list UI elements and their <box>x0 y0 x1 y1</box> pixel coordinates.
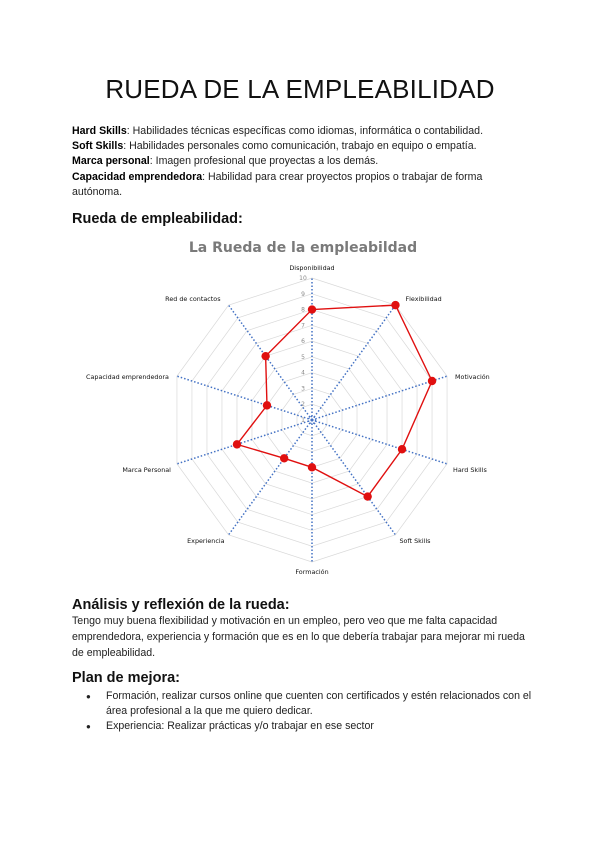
definition-hard-skills <box>72 124 512 139</box>
category-label: Soft Skills <box>399 536 431 545</box>
tick-label: 5 <box>301 353 305 361</box>
category-label: Red de contactos <box>165 295 221 304</box>
plan-item: ● Experiencia: Realizar prácticas y/o trabajar en ese sector <box>86 719 536 734</box>
category-label: Formación <box>295 568 329 576</box>
category-label: Capacidad emprendedora <box>86 373 169 382</box>
radar-ticks <box>299 275 307 424</box>
axis-line <box>177 376 312 420</box>
page-title: RUEDA DE LA EMPLEABILIDAD <box>105 74 495 104</box>
definition-text: : Imagen profesional que proyectas a los demás. <box>149 155 379 168</box>
data-point <box>308 305 316 313</box>
definition-marca-personal <box>72 154 512 169</box>
radar-chart <box>60 232 540 582</box>
definition-text: : Habilidades personales como comunicación, trabajo en equipo o empatía. <box>123 140 477 153</box>
section-heading-plan: Plan de mejora: <box>72 670 180 686</box>
data-point <box>391 301 399 309</box>
data-point <box>308 463 316 471</box>
axis-line <box>177 420 312 464</box>
data-point <box>280 454 288 462</box>
section-heading-wheel: Rueda de empleabilidad: <box>72 211 243 227</box>
definition-soft-skills <box>72 139 512 154</box>
tick-label: 8 <box>301 306 305 314</box>
plan-item: ● Formación, realizar cursos online que cuenten con certificados y estén relacionados con el área profesional a la que me quiero dedicar. <box>86 689 536 719</box>
axis-line <box>312 420 447 464</box>
axis-line <box>229 420 312 535</box>
tick-label: 6 <box>301 338 305 346</box>
chart-title: La Rueda de la empleabildad <box>188 240 418 256</box>
definition-capacidad-emprendedora <box>72 170 512 200</box>
plan-list <box>86 689 536 735</box>
tick-label: 3 <box>301 385 305 393</box>
analysis-paragraph: Tengo muy buena flexibilidad y motivación en un empleo, pero veo que me falta capacidad emprendedora, experiencia y formación que es en lo que debería trabajar para mejorar mi rueda de empleabilidad. <box>72 615 525 659</box>
tick-label: 2 <box>301 401 305 409</box>
axis-line <box>312 376 447 420</box>
definition-term: Marca personal <box>72 155 150 168</box>
category-label: Motivación <box>455 373 490 382</box>
radar-series <box>233 301 436 501</box>
axis-line <box>312 305 395 420</box>
definition-term: Hard Skills <box>72 125 127 137</box>
category-label: Disponibilidad <box>289 264 335 272</box>
data-point <box>428 377 436 385</box>
definition-text: : Habilidades técnicas específicas como idiomas, informática o contabilidad. <box>126 125 484 137</box>
section-heading-analysis: Análisis y reflexión de la rueda: <box>72 597 290 613</box>
definition-text: : Habilidad para crear proyectos propios o trabajar de forma autónoma. <box>72 170 483 198</box>
tick-label: 4 <box>301 369 305 377</box>
definition-term: Capacidad emprendedora <box>72 170 203 183</box>
series-line <box>237 305 432 496</box>
tick-label: 10 <box>299 275 307 282</box>
category-label: Hard Skills <box>453 465 487 474</box>
category-label: Marca Personal <box>122 465 171 474</box>
tick-label: 7 <box>301 322 305 330</box>
category-label: Experiencia <box>187 536 225 545</box>
data-point <box>233 440 241 448</box>
tick-label: 1 <box>301 417 305 424</box>
data-point <box>261 352 269 360</box>
radar-category-labels <box>86 264 490 576</box>
category-label: Flexibilidad <box>405 295 442 304</box>
data-point <box>263 401 271 409</box>
definitions <box>72 124 512 200</box>
data-point <box>398 445 406 453</box>
axis-line <box>312 420 395 535</box>
definition-term: Soft Skills <box>72 140 124 153</box>
tick-label: 9 <box>301 290 305 298</box>
data-point <box>363 492 371 500</box>
